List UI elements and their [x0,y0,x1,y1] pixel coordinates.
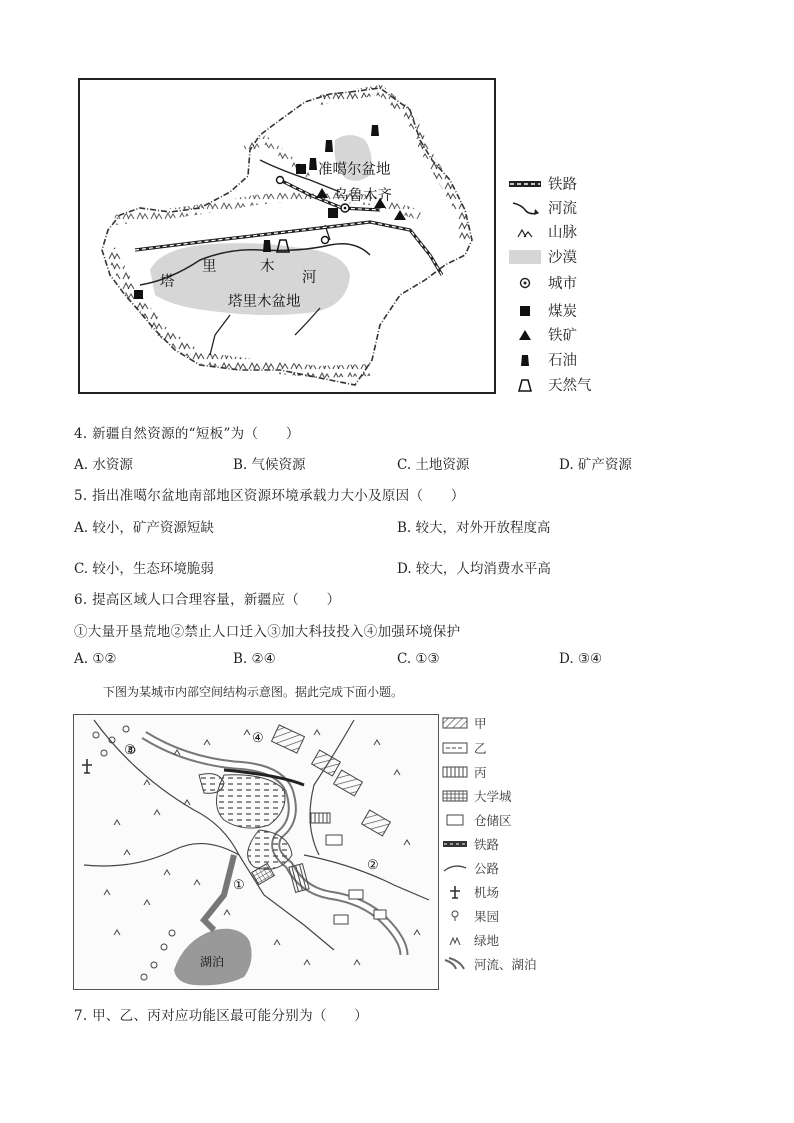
warehouse [349,890,363,899]
city-icon [508,274,542,292]
question-7-stem: 7. 甲、乙、丙对应功能区最可能分别为（ ） [74,1008,369,1024]
river-icon [508,199,542,217]
question-6-option-c: C. ①③ [397,651,440,667]
railway-icon [442,837,468,852]
oil-symbol [263,240,271,252]
airport-symbol [82,759,92,773]
question-4-option-c: C. 土地资源 [397,457,470,473]
zone-jia [334,770,363,796]
zone-yi [199,774,224,794]
oil-symbol [371,125,379,136]
oil-icon [508,351,542,369]
warehouse [326,835,342,845]
zone-bing [310,813,330,823]
railway-icon [508,175,542,193]
legend2-item-river-lake: 河流、湖泊 [442,955,537,973]
location-2-label: ② [367,858,379,873]
coal-symbol [296,164,306,174]
location-3-label: ③ [124,743,136,758]
zone-jia [312,750,341,776]
university-town-icon [442,789,468,804]
orchard-icon [442,909,468,924]
road-icon [442,861,468,876]
xinjiang-map-drawing [80,80,494,392]
airport-icon [442,885,468,900]
iron-ore-icon [508,326,542,344]
mountain-icon [508,223,542,241]
legend-item-railway: 铁路 [508,173,577,194]
legend2-item-warehouse: 仓储区 [442,811,512,829]
junggar-basin-label: 准噶尔盆地 [318,162,391,178]
tarim-basin-label: 塔里木盆地 [228,294,301,310]
tarim-river-label-mu: 木 [260,259,275,275]
zone-bing-icon [442,765,468,780]
question-5-option-d: D. 较大，人均消费水平高 [397,561,551,577]
coal-symbol [328,208,338,218]
legend2-item-bing: 丙 [442,763,487,781]
zone-jia-icon [442,716,468,731]
legend-item-oil: 石油 [508,349,577,370]
zone-yi [217,775,286,828]
legend2-item-railway: 铁路 [442,835,499,853]
city-structure-map [73,714,439,990]
question-6-option-d: D. ③④ [559,651,603,667]
question-4-option-d: D. 矿产资源 [559,457,632,473]
location-1-label: ① [233,878,245,893]
legend-item-coal: 煤炭 [508,300,577,321]
legend2-item-jia: 甲 [442,714,487,732]
question-5-stem: 5. 指出准噶尔盆地南部地区资源环境承载力大小及原因（ ） [74,488,465,504]
legend2-item-orchard: 果园 [442,907,499,925]
river-lake-icon [442,957,468,972]
question-5-option-c: C. 较小，生态环境脆弱 [74,561,214,577]
tarim-river-label-li: 里 [202,259,217,275]
question-6-option-b: B. ②④ [233,651,276,667]
zone-jia [362,810,391,836]
legend-item-desert: 沙漠 [508,246,577,267]
natural-gas-icon [508,376,542,394]
question-5-option-b: B. 较大，对外开放程度高 [397,520,551,536]
legend2-item-greenland: 绿地 [442,931,499,949]
legend2-item-airport: 机场 [442,883,499,901]
coal-icon [508,302,542,320]
oil-symbol [309,158,317,170]
legend-item-iron-ore: 铁矿 [508,324,577,345]
oil-symbol [325,140,333,152]
city-symbol [322,237,329,244]
legend-item-natural-gas: 天然气 [508,374,592,395]
question-4-option-a: A. 水资源 [74,457,133,473]
zone-yi-icon [442,741,468,756]
question-4-option-b: B. 气候资源 [233,457,306,473]
desert-icon [508,248,542,266]
legend-item-mountain: 山脉 [508,221,577,242]
question-4-stem: 4. 新疆自然资源的“短板”为（ ） [74,426,300,442]
zone-bing [289,864,309,893]
question-6-option-a: A. ①② [74,651,117,667]
coal-symbol [134,290,143,299]
legend-item-city: 城市 [508,272,577,293]
question-6-stem: 6. 提高区域人口合理容量，新疆应（ ） [74,592,341,608]
location-4-label: ④ [252,731,264,746]
legend2-item-university: 大学城 [442,787,512,805]
warehouse [374,910,386,919]
warehouse-icon [442,813,468,828]
city-symbol [277,177,284,184]
tarim-river-label-ta: 塔 [160,274,175,290]
greenland-icon [442,933,468,948]
figure-intro-text: 下图为某城市内部空间结构示意图。据此完成下面小题。 [103,685,404,699]
xinjiang-map [78,78,496,394]
lake-label: 湖泊 [200,955,225,969]
zone-jia [272,725,305,753]
legend2-item-road: 公路 [442,859,499,877]
tarim-river-label-he: 河 [302,270,317,286]
question-5-option-a: A. 较小，矿产资源短缺 [74,520,214,536]
warehouse [334,915,348,924]
legend2-item-yi: 乙 [442,739,487,757]
urumqi-label: 乌鲁木齐 [334,188,392,204]
legend-item-river: 河流 [508,197,577,218]
question-6-statements: ①大量开垦荒地②禁止人口迁入③加大科技投入④加强环境保护 [74,624,461,640]
zone-yi [248,830,292,869]
